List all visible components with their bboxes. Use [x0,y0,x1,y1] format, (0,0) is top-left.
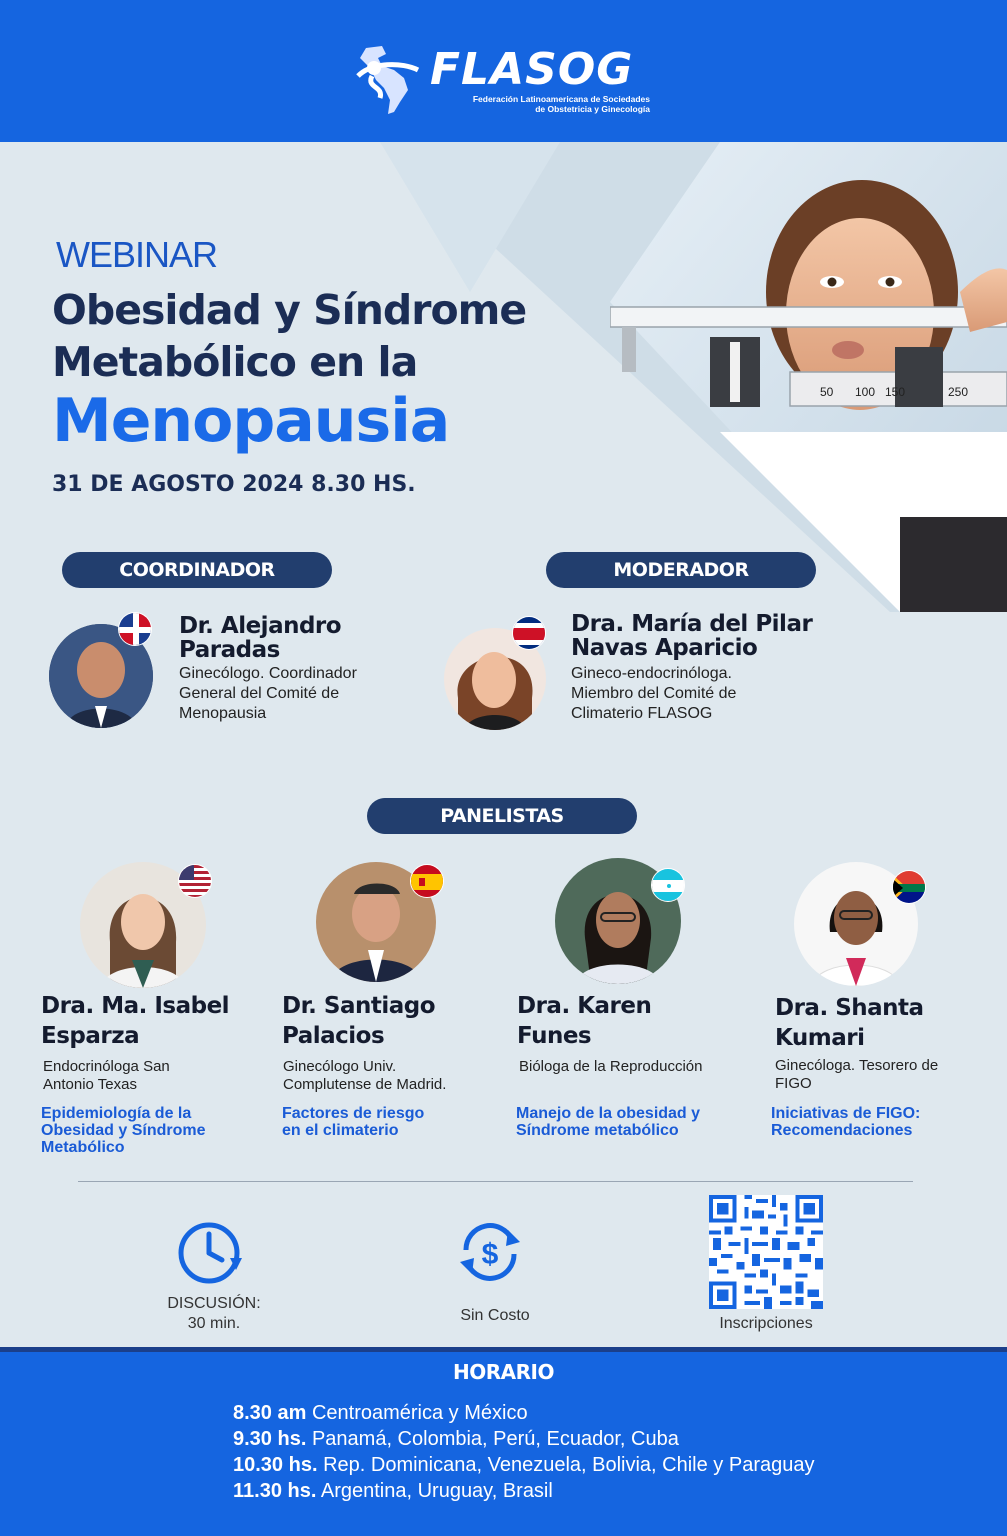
panelist-1-topic-line-1: Epidemiología de la [41,1105,192,1122]
panelist-2-role-line-2: Complutense de Madrid. [283,1076,447,1093]
discussion-label-line-2: 30 min. [187,1315,241,1332]
schedule-time: 9.30 hs. [233,1428,307,1450]
panelist-3-role-line-1: Bióloga de la Reproducción [519,1058,703,1075]
panelist-1-name-line-1: Dra. Ma. Isabel [41,993,230,1019]
moderator-name [571,612,812,660]
schedule-time: 10.30 hs. [233,1454,318,1476]
panelist-2-topic [282,1105,424,1139]
flasog-logo[interactable] [352,40,652,118]
header-bar [0,0,1007,142]
coordinator-name-line-1: Dr. Alejandro [179,613,342,639]
event-date: 31 DE AGOSTO 2024 8.30 HS. [52,472,416,497]
panelist-4-role-line-1: Ginecóloga. Tesorero de [775,1057,939,1074]
panelist-3-topic-line-1: Manejo de la obesidad y [516,1105,701,1122]
panelist-1-role-line-2: Antonio Texas [43,1076,137,1093]
dominican-flag-icon [118,612,152,646]
panelist-4-topic [771,1105,920,1139]
section-divider [78,1181,913,1182]
moderator-role [571,664,736,724]
schedule-time: 11.30 hs. [233,1480,317,1502]
schedule-places: Panamá, Colombia, Perú, Ecuador, Cuba [311,1428,679,1450]
panelist-4-role-line-2: FIGO [775,1075,812,1092]
panelist-1-name-line-2: Esparza [41,1023,140,1049]
flasog-logo-icon [352,42,426,116]
panelist-1-topic-line-3: Metabólico [41,1139,125,1156]
scale-number-250: 250 [948,385,969,399]
clock-icon [176,1220,242,1286]
panelist-1-name [41,991,229,1051]
panelist-3-topic-line-2: Síndrome metabólico [516,1122,679,1139]
hero-photo-illustration [610,142,1007,612]
schedule-row [233,1426,679,1452]
register-label[interactable]: Inscripciones [719,1315,813,1332]
scale-number-50: 50 [820,385,834,399]
panelist-3-name-line-1: Dra. Karen [517,993,652,1019]
svg-text:$: $ [481,1238,499,1271]
panelist-2-topic-line-1: Factores de riesgo [282,1105,425,1122]
schedule-places: Rep. Dominicana, Venezuela, Bolivia, Chile y Paraguay [323,1454,815,1476]
moderator-role-line-1: Gineco-endocrinóloga. [571,665,732,682]
moderator-name-line-2: Navas Aparicio [571,635,758,661]
schedule-row [233,1478,553,1504]
panelist-3-name-line-2: Funes [517,1023,592,1049]
coordinator-role [179,664,357,724]
coordinator-role-line-1: Ginecólogo. Coordinador [179,665,357,682]
south-africa-flag-icon [892,870,926,904]
panelists-pill: PANELISTAS [367,798,637,834]
coordinator-pill: COORDINADOR [62,552,332,588]
title-line-3: Menopausia [52,386,450,456]
panelist-2-name [282,991,435,1051]
dollar-cycle-icon [456,1220,524,1284]
cost-label: Sin Costo [460,1307,530,1324]
panelist-3-role [519,1058,702,1076]
panelist-2-name-line-2: Palacios [282,1023,385,1049]
spain-flag-icon [410,864,444,898]
panelist-4-name-line-1: Dra. Shanta [775,995,924,1021]
costa-rica-flag-icon [512,616,546,650]
panelist-1-role [43,1058,170,1094]
coordinator-role-line-3: Menopausia [179,705,267,722]
scale-number-150: 150 [885,385,906,399]
logo-subtitle-line-2: de Obstetricia y Ginecología [535,104,650,114]
panelist-2-role [283,1058,446,1094]
schedule-row [233,1400,528,1426]
logo-name: FLASOG [430,44,634,95]
panelist-3-topic [516,1105,700,1139]
qr-code-pattern [709,1195,823,1309]
scale-number-100: 100 [855,385,876,399]
panelist-4-topic-line-1: Iniciativas de FIGO: [771,1105,921,1122]
qr-code-icon[interactable] [709,1195,823,1309]
moderator-role-line-3: Climaterio FLASOG [571,705,713,722]
schedule-places: Argentina, Uruguay, Brasil [320,1480,553,1502]
moderator-pill: MODERADOR [546,552,816,588]
hero-photo [610,142,1007,612]
moderator-name-line-1: Dra. María del Pilar [571,611,813,637]
panelist-3-name [517,991,651,1051]
discussion-label [150,1294,278,1334]
schedule-row [233,1452,814,1478]
honduras-flag-icon [651,868,685,902]
usa-flag-icon [178,864,212,898]
panelist-4-topic-line-2: Recomendaciones [771,1122,913,1139]
title-line-1: Obesidad y Síndrome [52,286,527,334]
panelist-1-role-line-1: Endocrinóloga San [43,1058,170,1075]
schedule-time: 8.30 am [233,1402,307,1424]
panelist-2-role-line-1: Ginecólogo Univ. [283,1058,397,1075]
panelist-4-name [775,993,924,1053]
panelist-1-topic-line-2: Obesidad y Síndrome [41,1122,206,1139]
logo-subtitle [430,94,650,114]
panelist-2-topic-line-2: en el climaterio [282,1122,399,1139]
panelist-1-topic [41,1105,205,1156]
coordinator-name [179,614,341,662]
title-line-2: Metabólico en la [52,338,418,386]
webinar-kicker: WEBINAR [56,234,218,275]
coordinator-role-line-2: General del Comité de [179,685,340,702]
schedule-title: HORARIO [453,1360,554,1384]
discussion-label-line-1: DISCUSIÓN: [167,1295,261,1312]
moderator-role-line-2: Miembro del Comité de [571,685,737,702]
panelist-4-name-line-2: Kumari [775,1025,865,1051]
logo-subtitle-line-1: Federación Latinoamericana de Sociedades [472,94,650,104]
panelist-2-name-line-1: Dr. Santiago [282,993,436,1019]
coordinator-name-line-2: Paradas [179,637,280,663]
schedule-places: Centroamérica y México [311,1402,528,1424]
panelist-4-role [775,1057,938,1093]
